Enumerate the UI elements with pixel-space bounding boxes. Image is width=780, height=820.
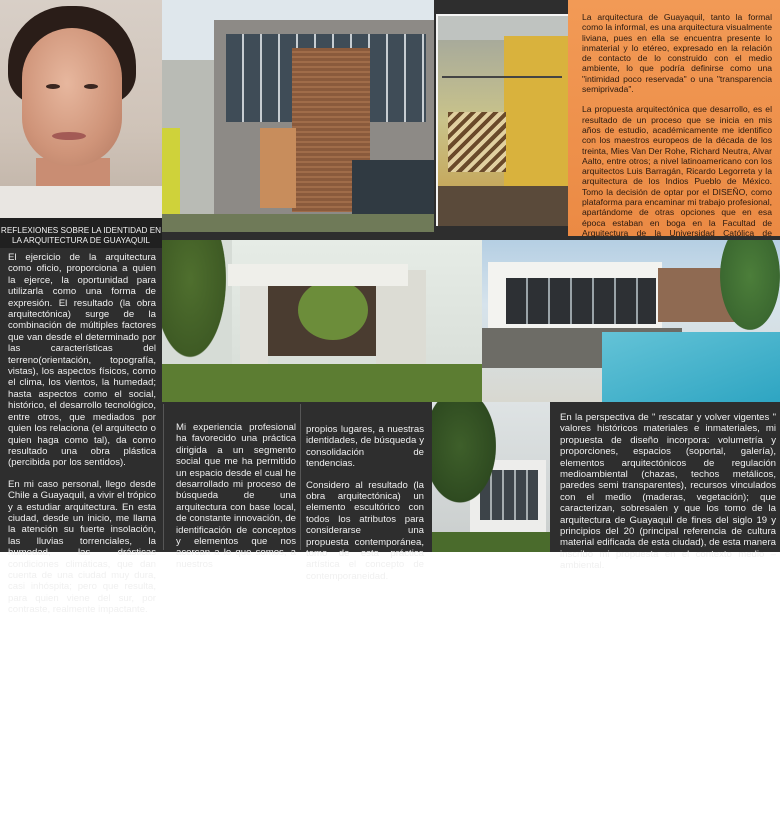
orange-panel-text xyxy=(582,12,772,259)
pool-house-photo xyxy=(482,240,780,402)
orange-paragraph-2: La propuesta arquitectónica que desarrollo, es el resultado de un proceso que se inicia en mis años de estudio, académicamente me identifico con los maestros europeos de la década de los treinta, Mies Van Der Rohe, Richard Neutra, Alvar Aalto, entre otros; a nivel latinoamericano con los arquitectos Luis Barragán, Ricardo Legorreta y la arquitectura de los Indios Pueblo de México. Tomo la decisión de optar por el DISEÑO, como plataforma para encaminar mi trabajo profesional, apartándome de otras opciones que en esa época estaban en boga en la Facultad de Arquitectura de la Universidad Católica de xyxy=(582,104,772,238)
middle2-paragraph-2: Considero al resultado (la obra arquitectónica) un elemento escultórico con todos los atributos para considerarse una propuesta contemporánea, tomo de esta práctica artística el concepto de contemporaneidad. xyxy=(306,479,424,582)
right-text-column xyxy=(560,412,776,582)
right-paragraph-1: En la perspectiva de " rescatar y volver vigentes " valores históricos materiales e inmateriales, mi propuesta de diseño incorpora: volumetría y proporciones, espacios (soportal, galería), elementos arquitectónicos de regulación medioambiental (chazas, techos metálicos, paredes semi transparentes), recursos vinculados con el medio (maderas, vegetación); que caracterizan, sobresalen y que los tomo de la arquitectura de Guayaquil de fines del siglo 19 y principios del 20 (principal referencia de cultura material edificada de esta ciudad), de esta manera inscribo mi propuesta en el contexto medio – ambiental. xyxy=(560,412,776,572)
portrait-eye-right xyxy=(84,84,98,89)
middle-text-column-2 xyxy=(306,424,424,592)
facade-lower-glazing xyxy=(352,160,434,216)
orange-paragraph-1: La arquitectura de Guayaquil, tanto la formal como la informal, es una arquitectura visualmente liviana, pues en ella se encuentra presente lo inmaterial y lo etéreo, expresado en la relación de contacto de lo construido con el medio ambiente, lo que podría definirse como una "intimidad poco reservada" o una "transparencia semiprivada". xyxy=(582,12,772,95)
interior-staircase xyxy=(448,112,506,172)
orange-text-panel xyxy=(568,0,780,236)
house-entrance-photo xyxy=(162,240,482,402)
facade-yellow-wall xyxy=(162,128,180,218)
pool-trees xyxy=(720,240,780,330)
interior-floor xyxy=(438,186,570,226)
middle-paragraph-1: Mi experiencia profesional ha favorecido una práctica dirigida a un segmento social que me ha permitido un espacio desde el cual he desarrollado mi proceso de búsqueda de una arquitectura con base local, de constante innovación, de identificación de conceptos y elementos que nos acercan a lo que somos, a nuestros xyxy=(176,422,296,570)
garden-lawn xyxy=(432,532,550,552)
garden-palm xyxy=(432,402,502,512)
column-divider-1 xyxy=(163,404,164,550)
entrance-canopy xyxy=(228,264,408,286)
interior-yellow-wall xyxy=(504,36,568,186)
pool-house-glazing xyxy=(506,278,656,324)
middle-text-column-1 xyxy=(176,422,296,580)
portrait-shirt xyxy=(0,186,162,218)
left-paragraph-2: En mi caso personal, llego desde Chile a Guayaquil, a vivir el trópico y a estudiar arquitectura. En esta ciudad, desde un inicio, me llama la atención su fuerte insolación, las lluvias torrenciales, la humedad, las drásticas condiciones climáticas, que dan cuenta de una ciudad muy dura, casi inhóspita; pero que resulta, para quien viene del sur, por contraste, realmente impactante. xyxy=(8,478,156,616)
author-portrait-photo xyxy=(0,0,162,218)
interior-railing xyxy=(442,76,562,78)
left-text-column xyxy=(8,252,156,626)
building-facade-photo xyxy=(162,0,434,232)
interior-stair-photo xyxy=(436,14,568,226)
entrance-palm-left xyxy=(162,240,232,370)
garden-house-photo xyxy=(432,402,550,552)
middle2-paragraph-1: propios lugares, a nuestras identidades, de búsqueda y consolidación de tendencias. xyxy=(306,424,424,470)
portrait-face xyxy=(22,28,122,166)
left-paragraph-1: El ejercicio de la arquitectura como oficio, proporciona a quien la ejerce, la oportunidad para utilizarla como una forma de expresión. El resultado (la obra arquitectónica) surge de la combinación de múltiples factores que van desde el determinado por las características del terreno(orientación, topografía, vistas), los aspectos físicos, como el clima, los vientos, la humedad; hasta aspectos como el social, histórico, el desarrollo tecnológico, entre otros, que mediados por quien los relaciona (el arquitecto o quien haga como tal), da como resultado una obra plástica (percibida por los sentidos). xyxy=(8,252,156,469)
entrance-garden xyxy=(162,364,482,402)
entrance-palm-center xyxy=(298,280,368,340)
heading-line-2: LA ARQUITECTURA DE GUAYAQUIL xyxy=(11,236,150,245)
facade-garden xyxy=(162,214,434,232)
column-divider-2 xyxy=(300,404,301,550)
pool-water xyxy=(602,332,780,402)
facade-feature-panel xyxy=(260,128,296,208)
article-heading xyxy=(0,218,162,248)
heading-line-1: REFLEXIONES SOBRE LA IDENTIDAD EN xyxy=(0,226,162,235)
entrance-column xyxy=(240,280,268,368)
portrait-lips xyxy=(52,132,86,140)
portrait-eye-left xyxy=(46,84,60,89)
